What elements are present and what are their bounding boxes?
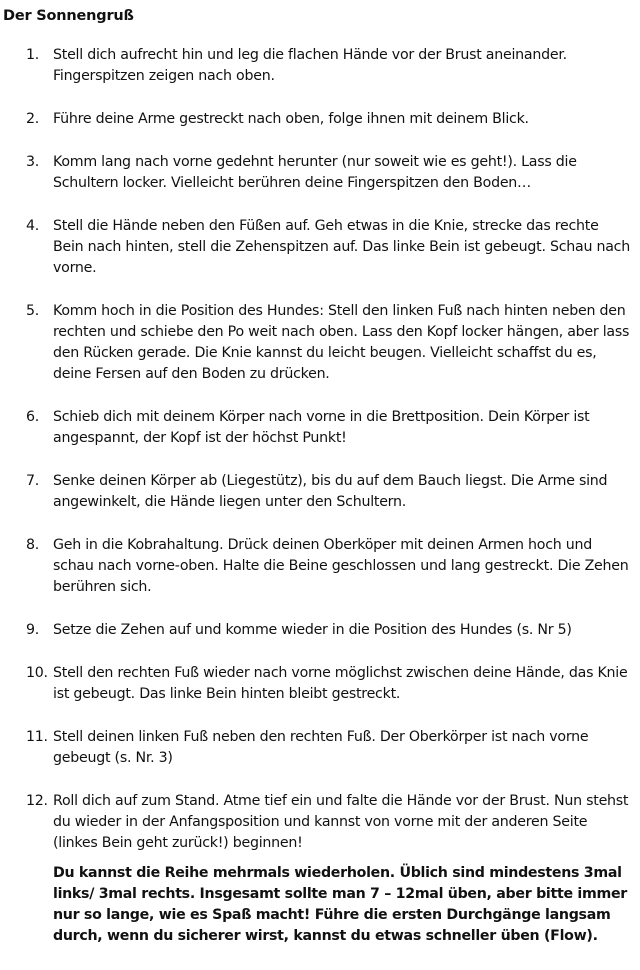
list-item-step-2 bbox=[0, 109, 640, 130]
step-text: Führe deine Arme gestreckt nach oben, folge ihnen mit deinem Blick. bbox=[53, 111, 529, 127]
document-title: Der Sonnengruß bbox=[3, 8, 134, 24]
step-text: Stell dich aufrecht hin und leg die flachen Hände vor der Brust aneinander. Fingerspitzen zeigen nach oben. bbox=[53, 47, 567, 84]
list-item-step-6 bbox=[0, 407, 640, 449]
list-item-step-7 bbox=[0, 471, 640, 513]
step-text: Roll dich auf zum Stand. Atme tief ein und falte die Hände vor der Brust. Nun stehst du wieder in der Anfangsposition und kannst von vorne mit der anderen Seite (linkes Bein geht zurück!) beginnen! bbox=[53, 793, 629, 851]
step-number: 10. bbox=[26, 665, 48, 681]
step-text: Komm lang nach vorne gedehnt herunter (nur soweit wie es geht!). Lass die Schultern locker. Vielleicht berühren deine Fingerspitzen den Boden… bbox=[53, 154, 577, 191]
step-text: Geh in die Kobrahaltung. Drück deinen Oberköper mit deinen Armen hoch und schau nach vorne-oben. Halte die Beine geschlossen und lang gestreckt. Die Zehen berühren sich. bbox=[53, 537, 629, 595]
step-text: Schieb dich mit deinem Körper nach vorne in die Brettposition. Dein Körper ist angespannt, der Kopf ist der höchst Punkt! bbox=[53, 409, 590, 446]
step-text: Komm hoch in die Position des Hundes: Stell den linken Fuß nach hinten neben den rechten und schiebe den Po weit nach oben. Lass den Kopf locker hängen, aber lass den Rücken gerade. Die Knie kannst du leicht beugen. Vielleicht schaffst du es, deine Fersen auf den Boden zu drücken. bbox=[53, 303, 630, 382]
step-number: 4. bbox=[26, 218, 40, 234]
step-number: 11. bbox=[26, 729, 48, 745]
step-text: Stell deinen linken Fuß neben den rechten Fuß. Der Oberkörper ist nach vorne gebeugt (s. Nr. 3) bbox=[53, 729, 589, 766]
list-item-step-11 bbox=[0, 727, 640, 769]
step-number: 8. bbox=[26, 537, 40, 553]
list-item-step-3 bbox=[0, 152, 640, 194]
list-item-step-9 bbox=[0, 620, 640, 641]
step-number: 3. bbox=[26, 154, 40, 170]
list-item-step-5 bbox=[0, 301, 640, 385]
list-item-step-10 bbox=[0, 663, 640, 705]
step-text: Setze die Zehen auf und komme wieder in die Position des Hundes (s. Nr 5) bbox=[53, 622, 572, 638]
list-item-step-1 bbox=[0, 45, 640, 87]
list-item-step-8 bbox=[0, 535, 640, 598]
step-number: 9. bbox=[26, 622, 40, 638]
step-number: 1. bbox=[26, 47, 40, 63]
list-item-step-4 bbox=[0, 216, 640, 279]
list-item-step-12 bbox=[0, 791, 640, 854]
step-number: 6. bbox=[26, 409, 40, 425]
step-text: Senke deinen Körper ab (Liegestütz), bis du auf dem Bauch liegst. Die Arme sind angewinkelt, die Hände liegen unter den Schultern. bbox=[53, 473, 608, 510]
closing-note: Du kannst die Reihe mehrmals wiederholen. Üblich sind mindestens 3mal links/ 3mal rechts. Insgesamt sollte man 7 – 12mal üben, aber bitte immer nur so lange, wie es Spaß macht! Führe die ersten Durchgänge langsam durch, wenn du sicherer wirst, kannst du etwas schneller üben (Flow). bbox=[53, 865, 627, 944]
step-text: Stell die Hände neben den Füßen auf. Geh etwas in die Knie, strecke das rechte Bein nach hinten, stell die Zehenspitzen auf. Das linke Bein ist gebeugt. Schau nach vorne. bbox=[53, 218, 630, 276]
step-number: 5. bbox=[26, 303, 40, 319]
steps-list bbox=[0, 45, 640, 876]
step-text: Stell den rechten Fuß wieder nach vorne möglichst zwischen deine Hände, das Knie ist gebeugt. Das linke Bein hinten bleibt gestreckt. bbox=[53, 665, 628, 702]
step-number: 12. bbox=[26, 793, 48, 809]
step-number: 2. bbox=[26, 111, 40, 127]
step-number: 7. bbox=[26, 473, 40, 489]
